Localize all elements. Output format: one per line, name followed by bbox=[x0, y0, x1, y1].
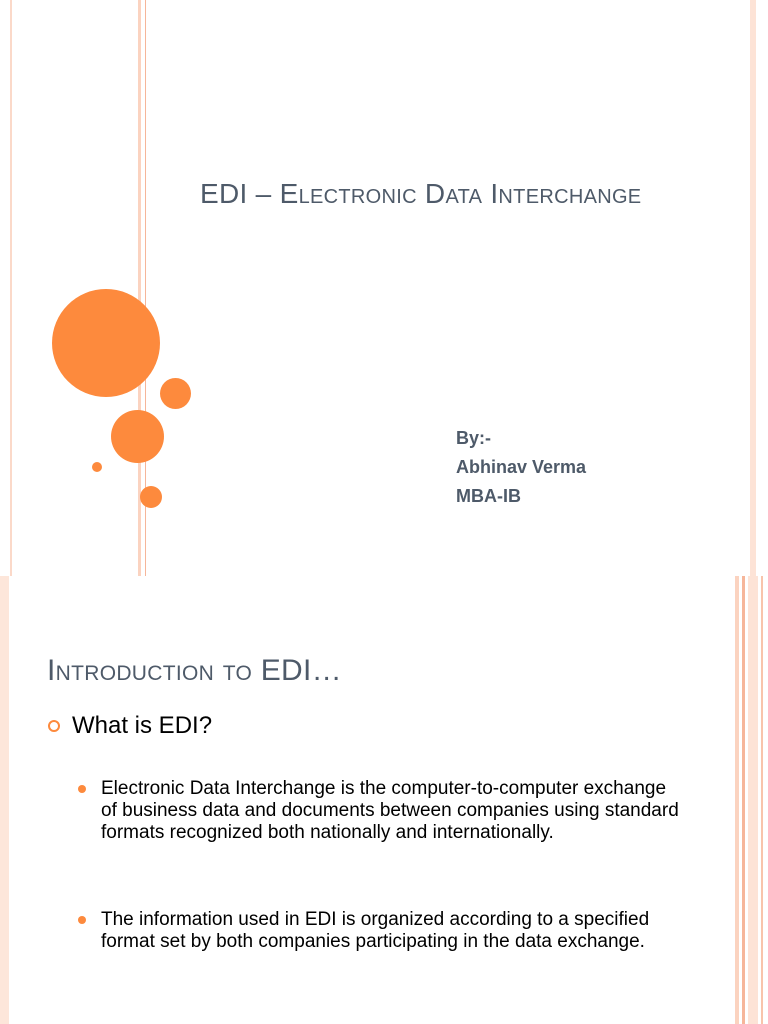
decorative-stripe bbox=[10, 0, 12, 576]
author-byline bbox=[456, 424, 586, 511]
dot-bullet-icon bbox=[78, 916, 86, 924]
slide-title: Introduction to EDI… bbox=[47, 654, 342, 687]
decorative-circle-medium bbox=[111, 410, 164, 463]
slide-title: EDI – Electronic Data Interchange bbox=[200, 178, 642, 209]
decorative-circle-small bbox=[160, 378, 191, 409]
decorative-stripe bbox=[0, 576, 9, 1024]
list-item bbox=[78, 778, 681, 844]
ring-bullet-icon bbox=[48, 720, 60, 732]
heading-bullet bbox=[48, 712, 212, 740]
decorative-circle-tiny bbox=[92, 462, 102, 472]
decorative-stripe bbox=[761, 576, 763, 1024]
decorative-circle-large bbox=[52, 289, 160, 397]
dot-bullet-icon bbox=[78, 785, 86, 793]
heading-bullet-text: What is EDI? bbox=[72, 712, 213, 739]
decorative-stripe bbox=[735, 576, 739, 1024]
list-item-text: Electronic Data Interchange is the computer-to-computer exchange of business data and documents between companies using standard formats recognized both nationally and internationally. bbox=[101, 778, 679, 843]
decorative-stripe bbox=[138, 0, 141, 576]
content-slide bbox=[0, 576, 768, 1024]
list-item bbox=[78, 909, 681, 953]
decorative-stripe bbox=[750, 0, 756, 576]
byline-label: By:- bbox=[456, 428, 491, 448]
list-item-text: The information used in EDI is organized according to a specified format set by both companies participating in the data exchange. bbox=[101, 909, 650, 952]
author-name: Abhinav Verma bbox=[456, 457, 587, 477]
decorative-circle-small bbox=[140, 486, 162, 508]
decorative-stripe bbox=[742, 576, 745, 1024]
author-program: MBA-IB bbox=[456, 486, 521, 506]
decorative-stripe bbox=[748, 576, 758, 1024]
